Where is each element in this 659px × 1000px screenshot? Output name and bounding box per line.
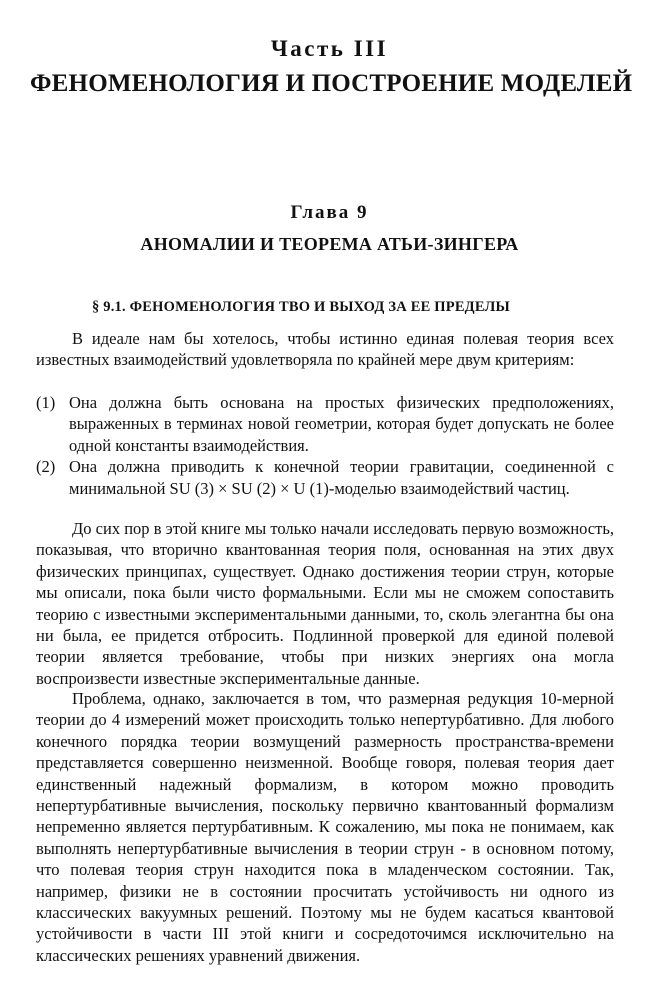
criteria-item bbox=[36, 456, 614, 499]
intro-paragraph: В идеале нам бы хотелось, чтобы истинно единая полевая теория всех известных взаимодействий удовлетворяла по крайней мере двум критериям: bbox=[36, 329, 614, 370]
criteria-number: (1) bbox=[36, 393, 56, 412]
criteria-number: (2) bbox=[36, 457, 56, 477]
section-title: § 9.1. ФЕНОМЕНОЛОГИЯ ТВО И ВЫХОД ЗА ЕЕ ПРЕДЕЛЫ bbox=[92, 299, 510, 315]
part-title: ФЕНОМЕНОЛОГИЯ И ПОСТРОЕНИЕ МОДЕЛЕЙ bbox=[30, 70, 633, 97]
body-paragraph: До сих пор в этой книге мы только начали исследовать первую возможность, показывая, что вторично квантованная теория поля, основанная на этих двух физических принципах, существует. Однако достижения теории струн, которые мы описали, пока были чисто формальными. Если мы не сможем сопоставить теорию с известными экспериментальными данными, то, сколь элегантна бы она ни была, ее придется отбросить. Подлинной проверкой для единой полевой теории является требование, чтобы при низких энергиях она могла воспроизвести известные экспериментальные данные. bbox=[36, 519, 614, 688]
chapter-label: Глава 9 bbox=[290, 202, 369, 223]
chapter-title: АНОМАЛИИ И ТЕОРЕМА АТЬИ-ЗИНГЕРА bbox=[140, 234, 519, 254]
part-label: Часть III bbox=[270, 36, 389, 61]
criteria-text: Она должна приводить к конечной теории гравитации, соединенной с минимальной SU (3) × SU (2) × U (1)-моделью взаимодействий частиц. bbox=[69, 457, 614, 498]
body-paragraph: Проблема, однако, заключается в том, что размерная редукция 10-мерной теории до 4 измерений может происходить только непертурбативно. Для любого конечного порядка теории возмущений размерность пространства-времени представляется совершенно неизменной. Вообще говоря, полевая теория дает единственный надежный формализм, в котором можно проводить непертурбативные вычисления, поскольку первично квантованный формализм непременно является пертурбативным. К сожалению, мы пока не понимаем, как выполнять непертурбативные вычисления в теории струн - в основном потому, что полевая теория струн находится пока в младенческом состоянии. Так, например, физики не в состоянии просчитать устойчивость ни одного из классических вакуумных решений. Поэтому мы не будем касаться квантовой устойчивости в части III этой книги и сосредоточимся исключительно на классических решениях уравнений движения. bbox=[36, 689, 614, 965]
criteria-list bbox=[36, 392, 614, 499]
criteria-text: Она должна быть основана на простых физических предположениях, выраженных в терминах новой геометрии, которая будет допускать не более одной константы взаимодействия. bbox=[69, 393, 614, 455]
criteria-item bbox=[36, 392, 614, 456]
